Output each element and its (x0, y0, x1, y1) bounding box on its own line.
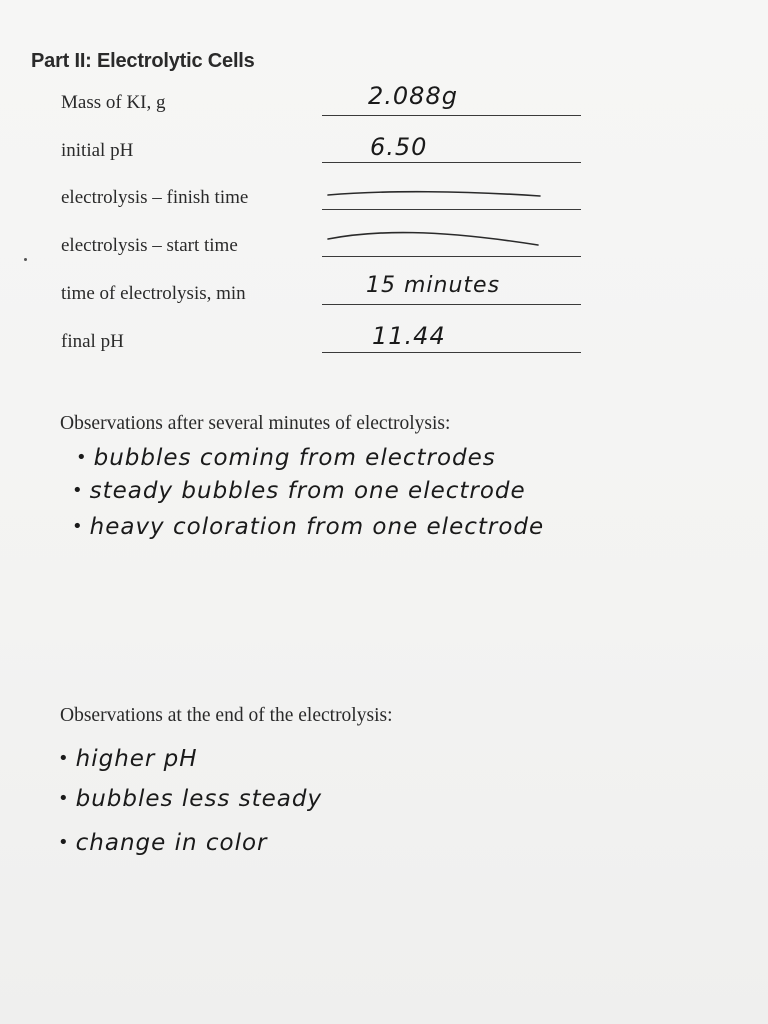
observation-text: higher pH (75, 746, 198, 772)
field-line-finish-time (322, 209, 581, 210)
bullet-icon: • (72, 480, 84, 501)
bullet-icon: • (72, 516, 84, 537)
observation-end-item[interactable] (58, 830, 268, 856)
field-label-final-ph: final pH (61, 331, 124, 352)
observation-text: heavy coloration from one electrode (89, 514, 545, 540)
field-value-time-of-electrolysis[interactable]: 15 minutes (366, 273, 501, 298)
observations-end-heading: Observations at the end of the electrolysis: (60, 705, 393, 726)
field-label-initial-ph: initial pH (61, 140, 134, 161)
bullet-icon: • (58, 832, 70, 853)
field-value-initial-ph[interactable]: 6.50 (370, 133, 428, 161)
observation-text: steady bubbles from one electrode (89, 478, 526, 504)
observation-during-item[interactable] (76, 445, 496, 471)
field-line-start-time (322, 256, 581, 257)
observations-during-heading: Observations after several minutes of electrolysis: (60, 413, 451, 434)
bullet-icon: • (76, 447, 88, 468)
field-label-finish-time: electrolysis – finish time (61, 187, 249, 208)
crossed-out-mark (326, 225, 546, 249)
observation-text: change in color (75, 830, 268, 856)
bullet-icon: • (58, 748, 70, 769)
stray-mark (24, 258, 27, 261)
field-value-mass-ki[interactable]: 2.088g (368, 82, 458, 110)
crossed-out-mark (326, 186, 546, 202)
observation-during-item[interactable] (72, 514, 544, 540)
observation-text: bubbles less steady (75, 786, 323, 812)
bullet-icon: • (58, 788, 70, 809)
observation-end-item[interactable] (58, 746, 198, 772)
field-line-time-of-electrolysis (322, 304, 581, 305)
field-label-time-of-electrolysis: time of electrolysis, min (61, 283, 246, 304)
section-title: Part II: Electrolytic Cells (31, 50, 255, 72)
field-line-mass-ki (322, 115, 581, 116)
field-label-mass-ki: Mass of KI, g (61, 92, 166, 113)
observation-end-item[interactable] (58, 786, 322, 812)
field-value-final-ph[interactable]: 11.44 (372, 322, 446, 350)
field-line-final-ph (322, 352, 581, 353)
field-line-initial-ph (322, 162, 581, 163)
observation-during-item[interactable] (72, 478, 526, 504)
observation-text: bubbles coming from electrodes (93, 445, 496, 471)
field-label-start-time: electrolysis – start time (61, 235, 238, 256)
